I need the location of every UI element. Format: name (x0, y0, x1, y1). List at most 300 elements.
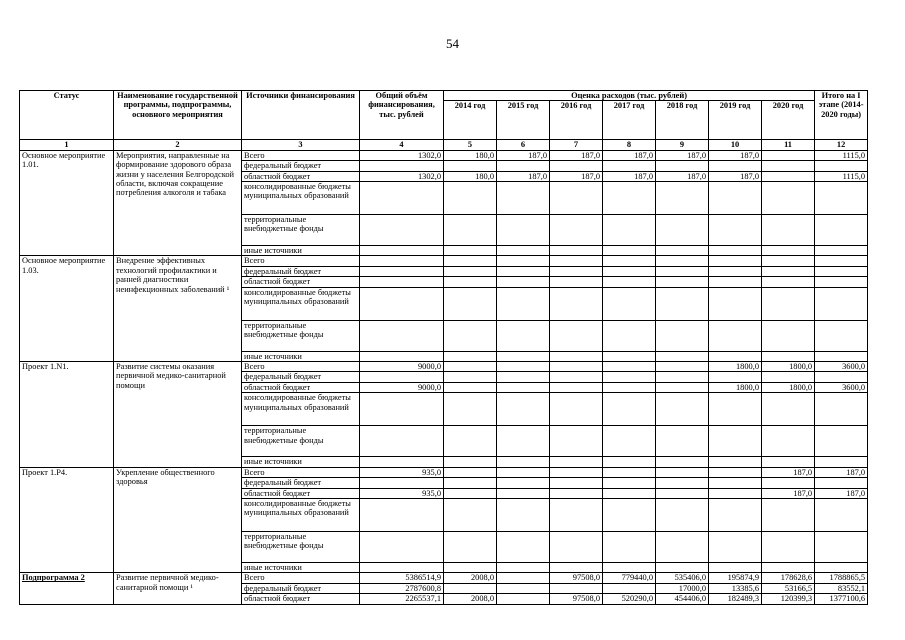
column-number: 7 (550, 140, 603, 150)
value-cell (360, 256, 444, 266)
value-cell (550, 362, 603, 372)
value-cell (497, 583, 550, 593)
value-cell (497, 393, 550, 426)
value-cell (360, 277, 444, 287)
value-cell (497, 287, 550, 320)
value-cell (360, 531, 444, 562)
value-cell: 9000,0 (360, 362, 444, 372)
value-cell (550, 457, 603, 467)
value-cell (709, 372, 762, 382)
value-cell (656, 531, 709, 562)
value-cell (603, 277, 656, 287)
value-cell (550, 372, 603, 382)
value-cell (762, 277, 815, 287)
value-cell (656, 393, 709, 426)
value-cell (497, 372, 550, 382)
source-label: консолидированные бюджеты муниципальных образований (242, 287, 360, 320)
value-cell (656, 457, 709, 467)
value-cell (444, 351, 497, 361)
table-row (20, 467, 868, 477)
value-cell (603, 246, 656, 256)
source-label: Всего (242, 256, 360, 266)
value-cell (360, 393, 444, 426)
value-cell (603, 583, 656, 593)
source-label: федеральный бюджет (242, 372, 360, 382)
value-cell: 187,0 (550, 150, 603, 160)
table-row (20, 256, 868, 266)
value-cell (360, 287, 444, 320)
value-cell (762, 426, 815, 457)
value-cell: 2008,0 (444, 573, 497, 583)
value-cell (815, 372, 868, 382)
value-cell (360, 457, 444, 467)
value-cell (444, 287, 497, 320)
value-cell (762, 457, 815, 467)
value-cell (762, 478, 815, 488)
value-cell (815, 351, 868, 361)
source-label: иные источники (242, 562, 360, 572)
source-label: федеральный бюджет (242, 478, 360, 488)
value-cell (762, 266, 815, 276)
value-cell: 187,0 (815, 488, 868, 498)
value-cell: 195874,9 (709, 573, 762, 583)
value-cell (762, 246, 815, 256)
value-cell (603, 488, 656, 498)
value-cell (762, 150, 815, 160)
value-cell (603, 320, 656, 351)
value-cell (656, 246, 709, 256)
value-cell: 97508,0 (550, 594, 603, 604)
header-year: 2014 год (444, 101, 497, 140)
value-cell (550, 287, 603, 320)
value-cell: 935,0 (360, 467, 444, 477)
value-cell: 2008,0 (444, 594, 497, 604)
value-cell: 182489,3 (709, 594, 762, 604)
value-cell (444, 320, 497, 351)
value-cell (444, 277, 497, 287)
value-cell (360, 562, 444, 572)
value-cell: 83552,1 (815, 583, 868, 593)
value-cell (709, 320, 762, 351)
value-cell (444, 478, 497, 488)
row-name: Развитие системы оказания первичной медико-санитарной помощи (114, 362, 242, 468)
value-cell: 187,0 (709, 171, 762, 181)
value-cell (550, 488, 603, 498)
value-cell (656, 351, 709, 361)
table-row (20, 362, 868, 372)
value-cell (550, 467, 603, 477)
value-cell (444, 256, 497, 266)
value-cell (497, 215, 550, 246)
value-cell (550, 498, 603, 531)
value-cell: 2787600,8 (360, 583, 444, 593)
value-cell (603, 457, 656, 467)
value-cell: 1800,0 (709, 362, 762, 372)
value-cell (497, 426, 550, 457)
row-status: Подпрограмма 2 (20, 573, 114, 604)
source-label: консолидированные бюджеты муниципальных образований (242, 498, 360, 531)
row-name: Укрепление общественного здоровья (114, 467, 242, 573)
value-cell (550, 478, 603, 488)
source-label: иные источники (242, 457, 360, 467)
value-cell (360, 246, 444, 256)
value-cell (656, 478, 709, 488)
header-year: 2019 год (709, 101, 762, 140)
header-year: 2015 год (497, 101, 550, 140)
source-label: областной бюджет (242, 594, 360, 604)
value-cell: 187,0 (497, 150, 550, 160)
value-cell (815, 182, 868, 215)
value-cell (497, 277, 550, 287)
value-cell (444, 562, 497, 572)
value-cell (444, 362, 497, 372)
value-cell (815, 215, 868, 246)
value-cell (603, 426, 656, 457)
value-cell (815, 457, 868, 467)
row-status: Основное мероприятие 1.03. (20, 256, 114, 362)
header-name: Наименование государственной программы, подпрограммы, основного мероприятия (114, 91, 242, 140)
value-cell (603, 393, 656, 426)
value-cell (497, 531, 550, 562)
value-cell (497, 246, 550, 256)
value-cell: 1302,0 (360, 150, 444, 160)
header-row (20, 91, 868, 101)
value-cell: 9000,0 (360, 382, 444, 392)
value-cell (603, 478, 656, 488)
header-year: 2020 год (762, 101, 815, 140)
value-cell (444, 246, 497, 256)
value-cell (709, 531, 762, 562)
value-cell (444, 215, 497, 246)
value-cell (815, 287, 868, 320)
value-cell (656, 467, 709, 477)
value-cell (709, 562, 762, 572)
value-cell (656, 426, 709, 457)
column-number: 9 (656, 140, 709, 150)
value-cell (603, 362, 656, 372)
value-cell: 53166,5 (762, 583, 815, 593)
source-label: территориальные внебюджетные фонды (242, 215, 360, 246)
column-number-row (20, 140, 868, 150)
value-cell (497, 266, 550, 276)
value-cell (762, 215, 815, 246)
value-cell: 187,0 (656, 150, 709, 160)
value-cell (656, 362, 709, 372)
value-cell (497, 256, 550, 266)
value-cell (762, 161, 815, 171)
source-label: областной бюджет (242, 171, 360, 181)
source-label: Всего (242, 573, 360, 583)
value-cell (709, 256, 762, 266)
value-cell: 1800,0 (762, 382, 815, 392)
value-cell (444, 382, 497, 392)
value-cell (709, 246, 762, 256)
value-cell: 17000,0 (656, 583, 709, 593)
source-label: территориальные внебюджетные фонды (242, 426, 360, 457)
value-cell (444, 531, 497, 562)
value-cell (656, 562, 709, 572)
value-cell (444, 426, 497, 457)
value-cell (550, 266, 603, 276)
value-cell (709, 277, 762, 287)
value-cell: 187,0 (762, 488, 815, 498)
value-cell (497, 488, 550, 498)
value-cell (709, 478, 762, 488)
value-cell (815, 266, 868, 276)
value-cell (444, 498, 497, 531)
value-cell (603, 266, 656, 276)
header-year: 2017 год (603, 101, 656, 140)
value-cell (815, 498, 868, 531)
value-cell (762, 531, 815, 562)
value-cell (444, 266, 497, 276)
value-cell (603, 531, 656, 562)
value-cell: 535406,0 (656, 573, 709, 583)
value-cell (360, 320, 444, 351)
value-cell: 1377100,6 (815, 594, 868, 604)
value-cell (656, 488, 709, 498)
value-cell (550, 320, 603, 351)
value-cell (360, 498, 444, 531)
value-cell (444, 583, 497, 593)
value-cell (709, 426, 762, 457)
value-cell (762, 256, 815, 266)
source-label: областной бюджет (242, 277, 360, 287)
value-cell (762, 562, 815, 572)
value-cell: 180,0 (444, 171, 497, 181)
header-total-volume: Общий объём финансирования, тыс. рублей (360, 91, 444, 140)
value-cell (550, 182, 603, 215)
value-cell (762, 287, 815, 320)
value-cell (497, 351, 550, 361)
source-label: Всего (242, 362, 360, 372)
value-cell (709, 287, 762, 320)
value-cell (550, 277, 603, 287)
value-cell (709, 161, 762, 171)
source-label: федеральный бюджет (242, 583, 360, 593)
value-cell (603, 382, 656, 392)
value-cell (656, 256, 709, 266)
value-cell (497, 498, 550, 531)
table-row (20, 573, 868, 583)
value-cell (709, 266, 762, 276)
value-cell (360, 266, 444, 276)
value-cell (497, 467, 550, 477)
value-cell (656, 287, 709, 320)
column-number: 5 (444, 140, 497, 150)
row-name: Внедрение эффективных технологий профилактики и ранней диагностики неинфекционных заболеваний ¹ (114, 256, 242, 362)
value-cell (656, 320, 709, 351)
value-cell (815, 531, 868, 562)
value-cell (603, 498, 656, 531)
value-cell (603, 182, 656, 215)
column-number: 8 (603, 140, 656, 150)
value-cell: 454406,0 (656, 594, 709, 604)
value-cell (762, 182, 815, 215)
value-cell (709, 498, 762, 531)
value-cell (444, 393, 497, 426)
value-cell (360, 161, 444, 171)
value-cell (709, 467, 762, 477)
value-cell: 779440,0 (603, 573, 656, 583)
value-cell (360, 182, 444, 215)
value-cell (444, 488, 497, 498)
row-name: Мероприятия, направленные на формирование здорового образа жизни у населения Белгородской области, включая сокращение потребления алкоголя и табака (114, 150, 242, 256)
budget-table (19, 90, 868, 605)
value-cell (815, 277, 868, 287)
value-cell: 97508,0 (550, 573, 603, 583)
value-cell (360, 215, 444, 246)
column-number: 1 (20, 140, 114, 150)
column-number: 12 (815, 140, 868, 150)
value-cell: 187,0 (550, 171, 603, 181)
value-cell (360, 478, 444, 488)
value-cell: 180,0 (444, 150, 497, 160)
source-label: иные источники (242, 246, 360, 256)
value-cell (815, 256, 868, 266)
value-cell (360, 372, 444, 382)
budget-table-body (20, 150, 868, 604)
value-cell (360, 351, 444, 361)
value-cell (497, 320, 550, 351)
header-sources: Источники финансирования (242, 91, 360, 140)
value-cell (815, 393, 868, 426)
value-cell (550, 256, 603, 266)
table-row (20, 150, 868, 160)
value-cell (709, 488, 762, 498)
source-label: Всего (242, 467, 360, 477)
value-cell (444, 161, 497, 171)
value-cell (497, 573, 550, 583)
value-cell (497, 478, 550, 488)
value-cell (603, 467, 656, 477)
value-cell: 120399,3 (762, 594, 815, 604)
value-cell (444, 372, 497, 382)
header-estimate: Оценка расходов (тыс. рублей) (444, 91, 815, 101)
value-cell: 1115,0 (815, 171, 868, 181)
source-label: областной бюджет (242, 382, 360, 392)
value-cell: 187,0 (656, 171, 709, 181)
header-year: 2018 год (656, 101, 709, 140)
value-cell: 3600,0 (815, 362, 868, 372)
value-cell (603, 351, 656, 361)
value-cell (497, 182, 550, 215)
value-cell (550, 531, 603, 562)
value-cell (360, 426, 444, 457)
value-cell: 520290,0 (603, 594, 656, 604)
value-cell (656, 382, 709, 392)
value-cell: 187,0 (603, 171, 656, 181)
value-cell (603, 372, 656, 382)
value-cell: 3600,0 (815, 382, 868, 392)
value-cell (497, 362, 550, 372)
value-cell (550, 426, 603, 457)
value-cell (762, 393, 815, 426)
source-label: консолидированные бюджеты муниципальных образований (242, 182, 360, 215)
source-label: Всего (242, 150, 360, 160)
column-number: 2 (114, 140, 242, 150)
column-number: 11 (762, 140, 815, 150)
value-cell (815, 426, 868, 457)
value-cell (815, 478, 868, 488)
value-cell: 1800,0 (709, 382, 762, 392)
value-cell (762, 498, 815, 531)
value-cell (709, 215, 762, 246)
header-year: 2016 год (550, 101, 603, 140)
value-cell (762, 351, 815, 361)
value-cell (815, 161, 868, 171)
value-cell (603, 256, 656, 266)
value-cell: 2265537,1 (360, 594, 444, 604)
value-cell (709, 182, 762, 215)
column-number: 3 (242, 140, 360, 150)
value-cell: 1115,0 (815, 150, 868, 160)
value-cell (656, 266, 709, 276)
row-name: Развитие первичной медико-санитарной помощи ¹ (114, 573, 242, 604)
value-cell (550, 382, 603, 392)
source-label: федеральный бюджет (242, 161, 360, 171)
column-number: 6 (497, 140, 550, 150)
value-cell: 1800,0 (762, 362, 815, 372)
row-status: Основное мероприятие 1.01. (20, 150, 114, 256)
value-cell (603, 161, 656, 171)
source-label: иные источники (242, 351, 360, 361)
source-label: консолидированные бюджеты муниципальных образований (242, 393, 360, 426)
value-cell (709, 457, 762, 467)
value-cell (656, 277, 709, 287)
value-cell (497, 382, 550, 392)
column-number: 10 (709, 140, 762, 150)
value-cell (550, 215, 603, 246)
value-cell (815, 562, 868, 572)
value-cell: 187,0 (815, 467, 868, 477)
value-cell: 187,0 (709, 150, 762, 160)
source-label: областной бюджет (242, 488, 360, 498)
value-cell (497, 594, 550, 604)
value-cell (550, 393, 603, 426)
value-cell (656, 215, 709, 246)
value-cell (444, 467, 497, 477)
value-cell: 1788865,5 (815, 573, 868, 583)
value-cell (444, 457, 497, 467)
value-cell (709, 351, 762, 361)
value-cell (603, 562, 656, 572)
value-cell (550, 246, 603, 256)
source-label: территориальные внебюджетные фонды (242, 320, 360, 351)
value-cell (550, 351, 603, 361)
value-cell (497, 562, 550, 572)
value-cell (815, 320, 868, 351)
header-itogo: Итого на I этапе (2014-2020 годы) (815, 91, 868, 140)
value-cell: 187,0 (603, 150, 656, 160)
column-number: 4 (360, 140, 444, 150)
value-cell (656, 372, 709, 382)
row-status: Проект 1.N1. (20, 362, 114, 468)
value-cell (550, 562, 603, 572)
value-cell (656, 182, 709, 215)
value-cell (762, 171, 815, 181)
source-label: территориальные внебюджетные фонды (242, 531, 360, 562)
value-cell (709, 393, 762, 426)
value-cell (603, 287, 656, 320)
value-cell: 13385,6 (709, 583, 762, 593)
value-cell: 5386514,9 (360, 573, 444, 583)
page-number: 54 (446, 36, 459, 51)
value-cell (497, 457, 550, 467)
source-label: федеральный бюджет (242, 266, 360, 276)
value-cell (656, 498, 709, 531)
row-status: Проект 1.P4. (20, 467, 114, 573)
